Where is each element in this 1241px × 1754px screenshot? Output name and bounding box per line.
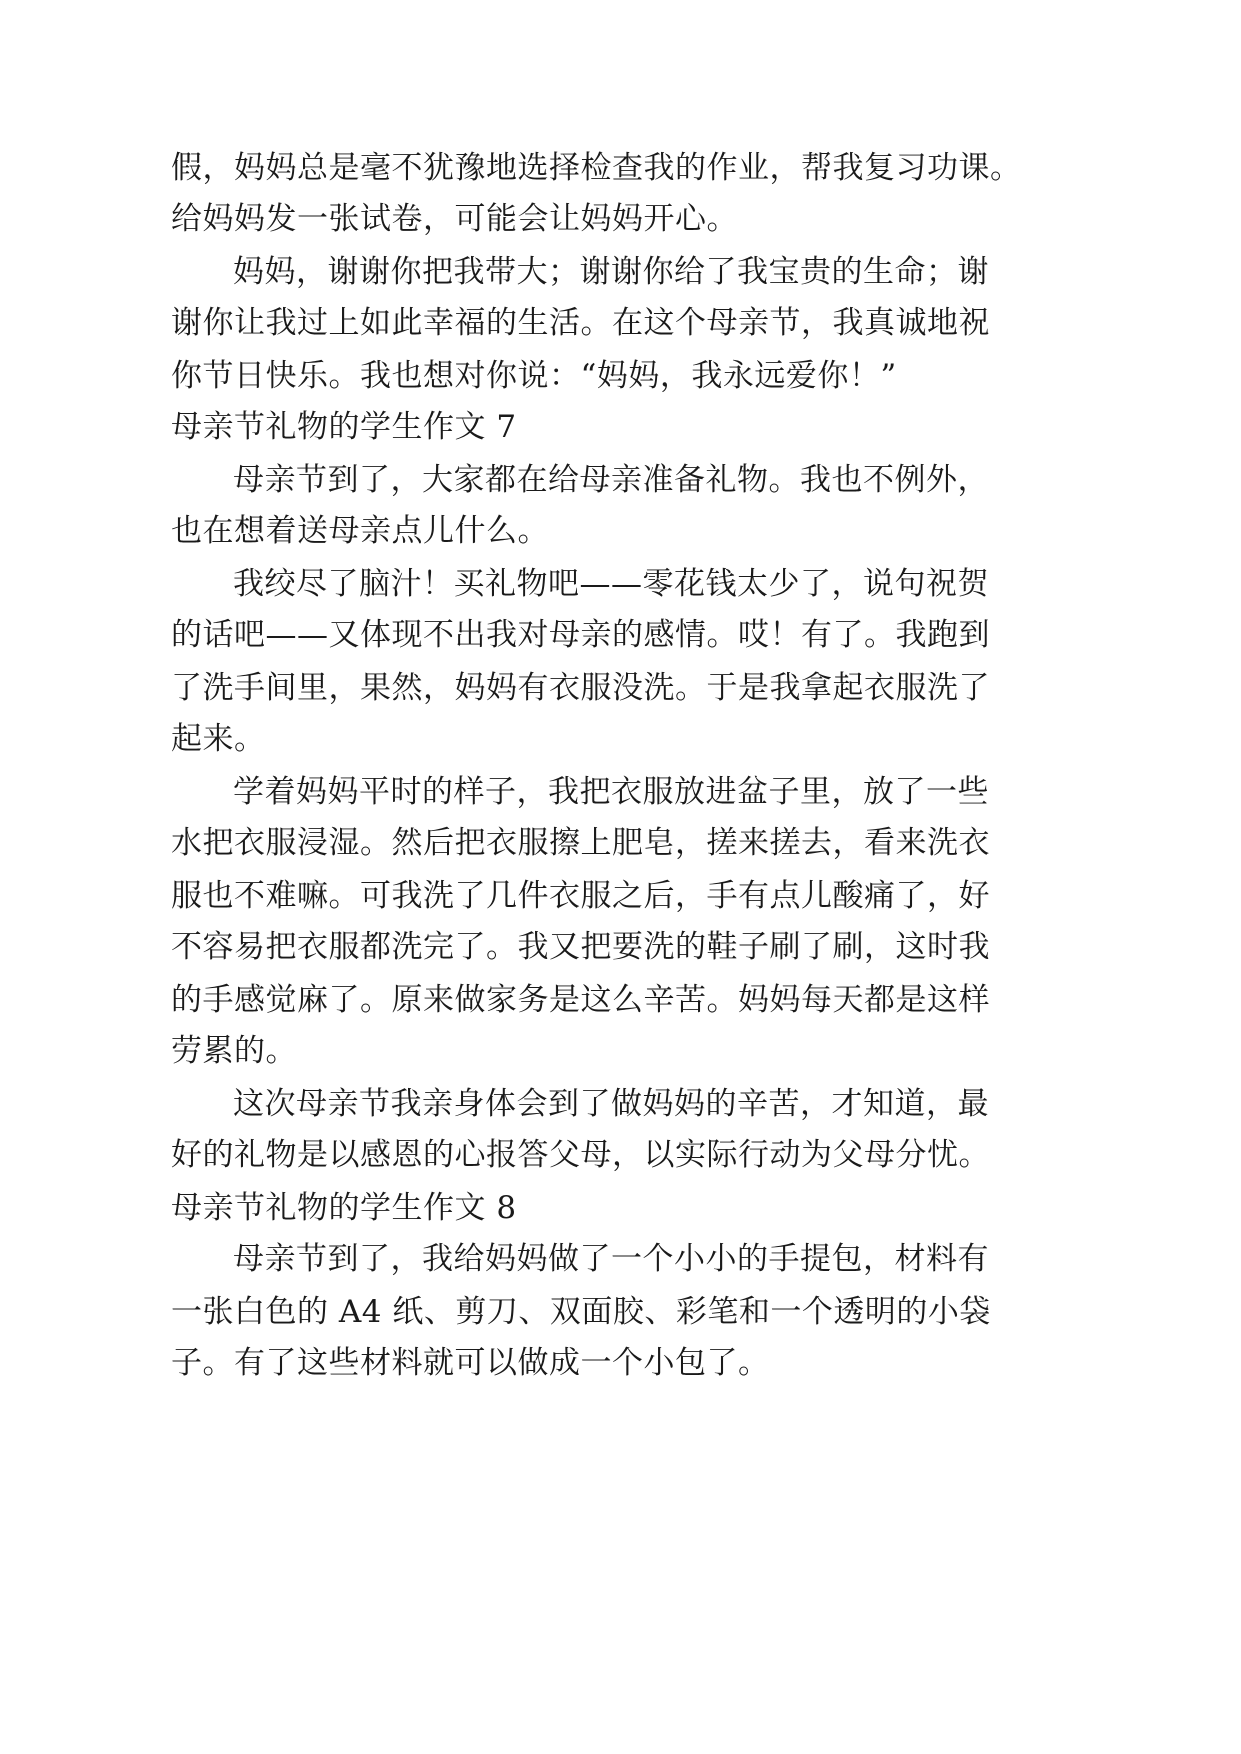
text-line: 不容易把衣服都洗完了。我又把要洗的鞋子刷了刷，这时我 bbox=[171, 929, 990, 965]
text-line: 水把衣服浸湿。然后把衣服擦上肥皂，搓来搓去，看来洗衣 bbox=[171, 825, 990, 861]
text-line: 我绞尽了脑汁！买礼物吧——零花钱太少了，说句祝贺 bbox=[233, 566, 989, 602]
text-line: 劳累的。 bbox=[171, 1033, 297, 1069]
text-line: 也在想着送母亲点儿什么。 bbox=[171, 513, 549, 549]
text-line: 一张白色的 A4 纸、剪刀、双面胶、彩笔和一个透明的小袋 bbox=[171, 1294, 991, 1330]
section-heading: 母亲节礼物的学生作文 7 bbox=[171, 409, 517, 445]
text-line: 你节日快乐。我也想对你说：“妈妈，我永远爱你！” bbox=[171, 358, 897, 394]
text-line: 母亲节到了，我给妈妈做了一个小小的手提包，材料有 bbox=[233, 1241, 989, 1277]
text-line: 的手感觉麻了。原来做家务是这么辛苦。妈妈每天都是这样 bbox=[171, 982, 990, 1018]
text-line: 的话吧——又体现不出我对母亲的感情。哎！有了。我跑到 bbox=[171, 617, 990, 653]
text-line: 假，妈妈总是毫不犹豫地选择检查我的作业，帮我复习功课。 bbox=[171, 150, 1022, 186]
text-line: 子。有了这些材料就可以做成一个小包了。 bbox=[171, 1345, 770, 1381]
text-line: 服也不难嘛。可我洗了几件衣服之后，手有点儿酸痛了，好 bbox=[171, 878, 990, 914]
text-line: 母亲节到了，大家都在给母亲准备礼物。我也不例外， bbox=[233, 462, 989, 498]
text-line: 谢你让我过上如此幸福的生活。在这个母亲节，我真诚地祝 bbox=[171, 305, 990, 341]
text-line: 好的礼物是以感恩的心报答父母，以实际行动为父母分忧。 bbox=[171, 1137, 990, 1173]
text-line: 起来。 bbox=[171, 721, 266, 757]
text-line: 给妈妈发一张试卷，可能会让妈妈开心。 bbox=[171, 201, 738, 237]
text-line: 妈妈，谢谢你把我带大；谢谢你给了我宝贵的生命；谢 bbox=[233, 254, 989, 290]
section-heading: 母亲节礼物的学生作文 8 bbox=[171, 1190, 517, 1226]
text-line: 了洗手间里，果然，妈妈有衣服没洗。于是我拿起衣服洗了 bbox=[171, 670, 990, 706]
text-line: 这次母亲节我亲身体会到了做妈妈的辛苦，才知道，最 bbox=[233, 1086, 989, 1122]
text-line: 学着妈妈平时的样子，我把衣服放进盆子里，放了一些 bbox=[233, 774, 989, 810]
